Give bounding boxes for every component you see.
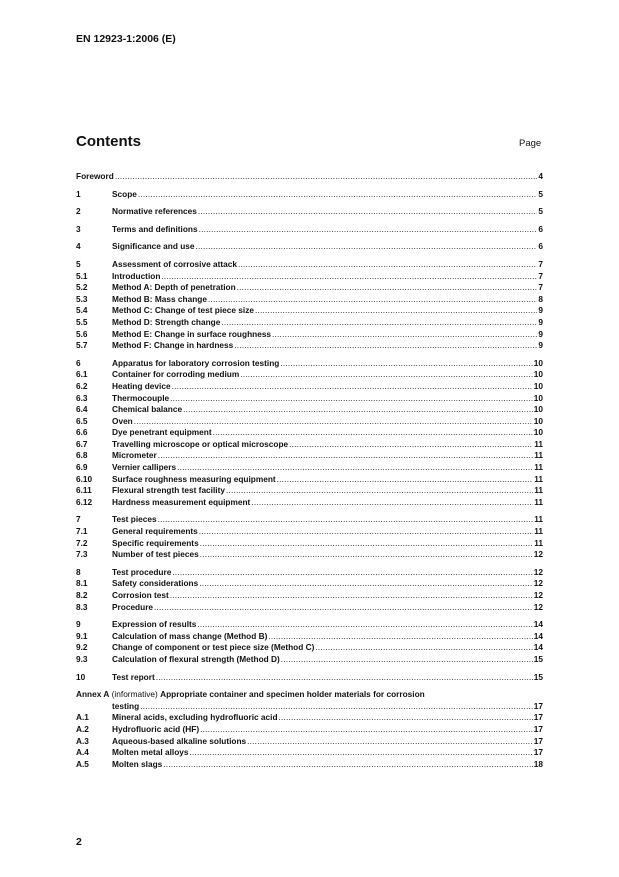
toc-entry[interactable]: [76, 369, 543, 381]
toc-entry-page: 14: [533, 642, 543, 653]
leader-dots: [172, 381, 533, 393]
toc-entry-page: 6: [538, 241, 543, 252]
leader-dots: [208, 294, 537, 306]
toc-entry-label: Test report: [112, 671, 155, 682]
toc-entry-page: 12: [533, 566, 543, 577]
leader-dots: [240, 369, 533, 381]
toc-entry-page: 7: [538, 270, 543, 281]
toc-entry[interactable]: [76, 381, 543, 393]
toc-entry[interactable]: [76, 224, 543, 236]
toc-entry-label: Hydrofluoric acid (HF): [112, 723, 200, 734]
toc-entry-page: 10: [533, 369, 543, 380]
toc-entry-number: A.5: [76, 758, 89, 769]
annex-prefix: Annex A: [76, 689, 110, 700]
leader-dots: [200, 538, 534, 550]
toc-entry-label: Calculation of mass change (Method B): [112, 630, 268, 641]
toc-entry-number: 7.3: [76, 549, 88, 560]
leader-dots: [247, 736, 533, 748]
toc-entry-label: Normative references: [112, 206, 197, 217]
toc-entry-number: 6: [76, 357, 81, 368]
toc-entry-page: 11: [534, 438, 543, 449]
toc-entry-number: 9.1: [76, 630, 88, 641]
toc-entry-page: 15: [533, 653, 543, 664]
contents-title: Contents: [76, 133, 141, 150]
leader-dots: [199, 526, 533, 538]
toc-entry-number: 6.1: [76, 369, 88, 380]
leader-dots: [134, 416, 533, 428]
toc-entry[interactable]: [76, 642, 543, 654]
toc-entry-label: Micrometer: [112, 450, 157, 461]
leader-dots: [161, 271, 537, 283]
toc-entry-page: 8: [538, 293, 543, 304]
toc-entry-number: 5.7: [76, 340, 88, 351]
toc-entry-page: 17: [533, 723, 543, 734]
toc-entry-label: Apparatus for laboratory corrosion testing: [112, 357, 280, 368]
toc-entry-page: 14: [533, 619, 543, 630]
toc-entry-page: 11: [534, 473, 543, 484]
toc-entry-label: Dye penetrant equipment: [112, 427, 212, 438]
toc-entry-page: 5: [538, 206, 543, 217]
toc-entry-label: Test pieces: [112, 514, 157, 525]
toc-entry-number: A.2: [76, 723, 89, 734]
toc-entry-number: 6.6: [76, 427, 88, 438]
toc-entry-label: Number of test pieces: [112, 549, 199, 560]
toc-entry-page: 12: [533, 549, 543, 560]
toc-entry-label: testing: [112, 700, 140, 711]
toc-entry-page: 11: [534, 485, 543, 496]
leader-dots: [200, 724, 533, 736]
leader-dots: [158, 514, 534, 526]
toc-entry-number: 8.3: [76, 601, 88, 612]
leader-dots: [198, 206, 538, 218]
toc-entry-number: 9.3: [76, 653, 88, 664]
toc-entry-number: 6.7: [76, 438, 88, 449]
toc-entry-number: 6.4: [76, 404, 88, 415]
toc-entry-page: 7: [538, 282, 543, 293]
toc-entry-number: 5.2: [76, 282, 88, 293]
toc-entry[interactable]: [76, 462, 543, 474]
toc-entry-label: Flexural strength test facility: [112, 485, 225, 496]
toc-entry[interactable]: [76, 485, 543, 497]
toc-entry-number: 6.11: [76, 485, 92, 496]
leader-dots: [140, 701, 533, 713]
toc-entry[interactable]: [76, 416, 543, 428]
toc-entry-page: 11: [534, 462, 543, 473]
toc-entry-number: A.3: [76, 735, 89, 746]
toc-entry-page: 11: [534, 537, 543, 548]
toc-entry-label: Travelling microscope or optical microscope: [112, 438, 289, 449]
leader-dots: [281, 654, 533, 666]
toc-entry-page: 7: [538, 258, 543, 269]
toc-entry-label: Method A: Depth of penetration: [112, 282, 236, 293]
toc-entry-label: Expression of results: [112, 619, 197, 630]
toc-group: [76, 241, 543, 253]
toc-entry-label: Aqueous-based alkaline solutions: [112, 735, 247, 746]
toc-entry[interactable]: [76, 759, 543, 771]
toc-entry-label: Change of component or test piece size (Method C): [112, 642, 315, 653]
toc-entry-number: 6.3: [76, 392, 88, 403]
toc-entry[interactable]: [76, 439, 543, 451]
leader-dots: [272, 329, 537, 341]
toc-entry-page: 17: [533, 747, 543, 758]
toc-entry[interactable]: [76, 590, 543, 602]
toc-entry[interactable]: [76, 578, 543, 590]
toc-entry[interactable]: [76, 358, 543, 370]
toc-entry[interactable]: [76, 171, 543, 183]
toc-entry-label: Method F: Change in hardness: [112, 340, 234, 351]
leader-dots: [156, 672, 533, 684]
toc-entry[interactable]: [76, 497, 543, 509]
toc-annex-a: [76, 689, 543, 770]
toc-entry-number: A.4: [76, 747, 89, 758]
toc-entry[interactable]: [76, 712, 543, 724]
toc-entry-label: Hardness measurement equipment: [112, 496, 251, 507]
toc-entry[interactable]: [76, 329, 543, 341]
toc-entry-label: Molten slags: [112, 758, 163, 769]
document-id-header: EN 12923-1:2006 (E): [76, 33, 176, 45]
toc-entry-label: Method E: Change in surface roughness: [112, 328, 272, 339]
toc-entry-number: 8.2: [76, 590, 88, 600]
toc-entry[interactable]: [76, 567, 543, 579]
toc-entry-page: 14: [533, 630, 543, 641]
leader-dots: [154, 602, 533, 614]
leader-dots: [170, 393, 533, 405]
toc-entry-label: Vernier callipers: [112, 462, 177, 473]
annex-informative: (informative): [109, 689, 161, 700]
toc-entry[interactable]: [76, 549, 543, 561]
toc-entry-page: 9: [538, 316, 543, 327]
toc-entry-label: Introduction: [112, 270, 161, 281]
toc-entry[interactable]: [76, 450, 543, 462]
toc-entry-label: Heating device: [112, 380, 171, 391]
toc-entry-number: 7.1: [76, 526, 88, 537]
toc-entry-label: Safety considerations: [112, 578, 199, 589]
toc-entry-label: General requirements: [112, 526, 198, 537]
leader-dots: [238, 259, 537, 271]
toc-entry-label: Oven: [112, 415, 133, 426]
toc-entry-page: 15: [533, 671, 543, 682]
toc-entry-label: Test procedure: [112, 566, 172, 577]
toc-entry[interactable]: [76, 271, 543, 283]
leader-dots: [190, 747, 533, 759]
leader-dots: [221, 317, 537, 329]
toc-entry-label: Significance and use: [112, 241, 195, 252]
toc-entry-page: 10: [533, 380, 543, 391]
toc-entry-page: 12: [533, 601, 543, 612]
toc-entry-number: 4: [76, 241, 81, 252]
toc-entry-label: Scope: [112, 188, 137, 199]
toc-entry-label: Specific requirements: [112, 537, 199, 548]
toc-entry-label: Molten metal alloys: [112, 747, 189, 758]
toc-entry-number: 10: [76, 671, 86, 682]
leader-dots: [279, 712, 533, 724]
toc-entry-label: Surface roughness measuring equipment: [112, 473, 276, 484]
toc-entry-label: Container for corroding medium: [112, 369, 240, 380]
toc-entry-number: 5.4: [76, 305, 88, 316]
toc-entry-label: Corrosion test: [112, 590, 169, 600]
leader-dots: [199, 224, 538, 236]
toc-entry[interactable]: [76, 474, 543, 486]
toc-entry-number: 5: [76, 258, 81, 269]
toc-entry-page: 12: [533, 578, 543, 589]
toc-entry-label: Method B: Mass change: [112, 293, 207, 304]
annex-heading[interactable]: [76, 689, 543, 701]
toc-entry-label: Assessment of corrosive attack: [112, 258, 237, 269]
leader-dots: [197, 619, 532, 631]
toc-entry-number: 5.6: [76, 328, 88, 339]
toc-entry[interactable]: [76, 427, 543, 439]
toc-entry[interactable]: [76, 340, 543, 352]
leader-dots: [234, 340, 537, 352]
toc-entry[interactable]: [76, 724, 543, 736]
toc-entry[interactable]: [76, 736, 543, 748]
toc-entry-number: 8.1: [76, 578, 88, 589]
toc-entry[interactable]: [76, 294, 543, 306]
toc-entry-label: Thermocouple: [112, 392, 170, 403]
toc-entry-number: 3: [76, 223, 81, 234]
toc-entry[interactable]: [76, 404, 543, 416]
toc-entry-number: 5.1: [76, 270, 88, 281]
table-of-contents: [76, 171, 543, 776]
toc-entry[interactable]: [76, 631, 543, 643]
toc-entry-number: 8: [76, 566, 81, 577]
toc-entry-page: 11: [534, 526, 543, 537]
toc-entry[interactable]: [76, 526, 543, 538]
toc-entry[interactable]: [76, 393, 543, 405]
toc-entry-number: 6.10: [76, 473, 93, 484]
toc-entry-label: Terms and definitions: [112, 223, 198, 234]
toc-entry-number: 7.2: [76, 537, 88, 548]
toc-entry-label: Method D: Strength change: [112, 316, 221, 327]
leader-dots: [199, 578, 533, 590]
toc-entry[interactable]: [76, 305, 543, 317]
toc-entry-page: 10: [533, 427, 543, 438]
leader-dots: [158, 450, 533, 462]
leader-dots: [183, 404, 533, 416]
toc-entry-page: 17: [533, 735, 543, 746]
leader-dots: [277, 474, 534, 486]
leader-dots: [200, 549, 533, 561]
toc-entry[interactable]: [76, 282, 543, 294]
toc-entry[interactable]: [76, 672, 543, 684]
toc-group: [76, 224, 543, 236]
toc-entry-label: Calculation of flexural strength (Method D): [112, 653, 280, 664]
toc-group: [76, 358, 543, 509]
toc-entry[interactable]: [76, 317, 543, 329]
toc-group: [76, 171, 543, 183]
leader-dots: [280, 358, 532, 370]
leader-dots: [177, 462, 533, 474]
toc-entry-page: 9: [538, 328, 543, 339]
toc-entry-number: 7: [76, 514, 81, 525]
toc-group: [76, 189, 543, 201]
toc-entry-number: 5.3: [76, 293, 88, 304]
toc-entry[interactable]: [76, 259, 543, 271]
toc-entry-number: 6.2: [76, 380, 88, 391]
leader-dots: [213, 427, 533, 439]
toc-entry-page: 11: [534, 514, 543, 525]
toc-entry-number: 9: [76, 619, 81, 630]
toc-entry-page: 12: [533, 590, 543, 600]
toc-entry-label: Foreword: [76, 171, 114, 181]
toc-entry-page: 11: [534, 450, 543, 461]
leader-dots: [226, 485, 533, 497]
leader-dots: [172, 567, 532, 579]
toc-entry-number: 6.8: [76, 450, 88, 461]
toc-entry-number: 2: [76, 206, 81, 217]
leader-dots: [138, 189, 537, 201]
toc-entry-number: 9.2: [76, 642, 88, 653]
toc-entry-page: 10: [533, 392, 543, 403]
toc-entry-label: Method C: Change of test piece size: [112, 305, 254, 316]
toc-entry-page: 9: [538, 340, 543, 351]
toc-entry-number: 1: [76, 188, 81, 199]
leader-dots: [237, 282, 538, 294]
leader-dots: [315, 642, 532, 654]
annex-title: Appropriate container and specimen holder materials for corrosion: [160, 689, 425, 700]
leader-dots: [163, 759, 533, 771]
leader-dots: [268, 631, 532, 643]
toc-entry[interactable]: [76, 747, 543, 759]
toc-group: [76, 619, 543, 665]
toc-entry-page: 10: [533, 357, 543, 368]
toc-entry-page: 17: [533, 700, 543, 711]
toc-entry-page: 18: [533, 758, 543, 769]
toc-entry-page: 17: [533, 712, 543, 723]
toc-entry[interactable]: [76, 701, 543, 713]
toc-entry[interactable]: [76, 189, 543, 201]
toc-entry[interactable]: [76, 514, 543, 526]
toc-entry[interactable]: [76, 654, 543, 666]
toc-entry[interactable]: [76, 538, 543, 550]
toc-entry-label: Mineral acids, excluding hydrofluoric acid: [112, 712, 278, 723]
toc-group: [76, 567, 543, 613]
leader-dots: [251, 497, 533, 509]
toc-entry-page: 4: [538, 171, 543, 181]
toc-entry-number: A.1: [76, 712, 89, 723]
toc-entry[interactable]: [76, 241, 543, 253]
toc-entry-page: 10: [533, 415, 543, 426]
leader-dots: [115, 171, 538, 183]
toc-entry-number: 6.5: [76, 415, 88, 426]
toc-entry-number: 5.5: [76, 316, 88, 327]
toc-entry-label: Chemical balance: [112, 404, 183, 415]
toc-entry-page: 9: [538, 305, 543, 316]
toc-group: [76, 259, 543, 352]
page-column-label: Page: [519, 138, 542, 149]
toc-group: [76, 672, 543, 684]
leader-dots: [170, 590, 533, 602]
toc-group: [76, 514, 543, 560]
toc-entry[interactable]: [76, 619, 543, 631]
leader-dots: [255, 305, 537, 317]
page-number: 2: [76, 836, 82, 848]
leader-dots: [196, 241, 538, 253]
toc-entry-page: 6: [538, 223, 543, 234]
toc-entry-number: 6.9: [76, 462, 88, 473]
toc-entry-label: Procedure: [112, 601, 154, 612]
toc-entry[interactable]: [76, 206, 543, 218]
toc-entry-page: 11: [534, 496, 543, 507]
toc-entry-number: 6.12: [76, 496, 93, 507]
toc-entry-page: 10: [533, 404, 543, 415]
toc-entry[interactable]: [76, 602, 543, 614]
leader-dots: [289, 439, 533, 451]
toc-group: [76, 206, 543, 218]
toc-entry-page: 5: [538, 188, 543, 199]
